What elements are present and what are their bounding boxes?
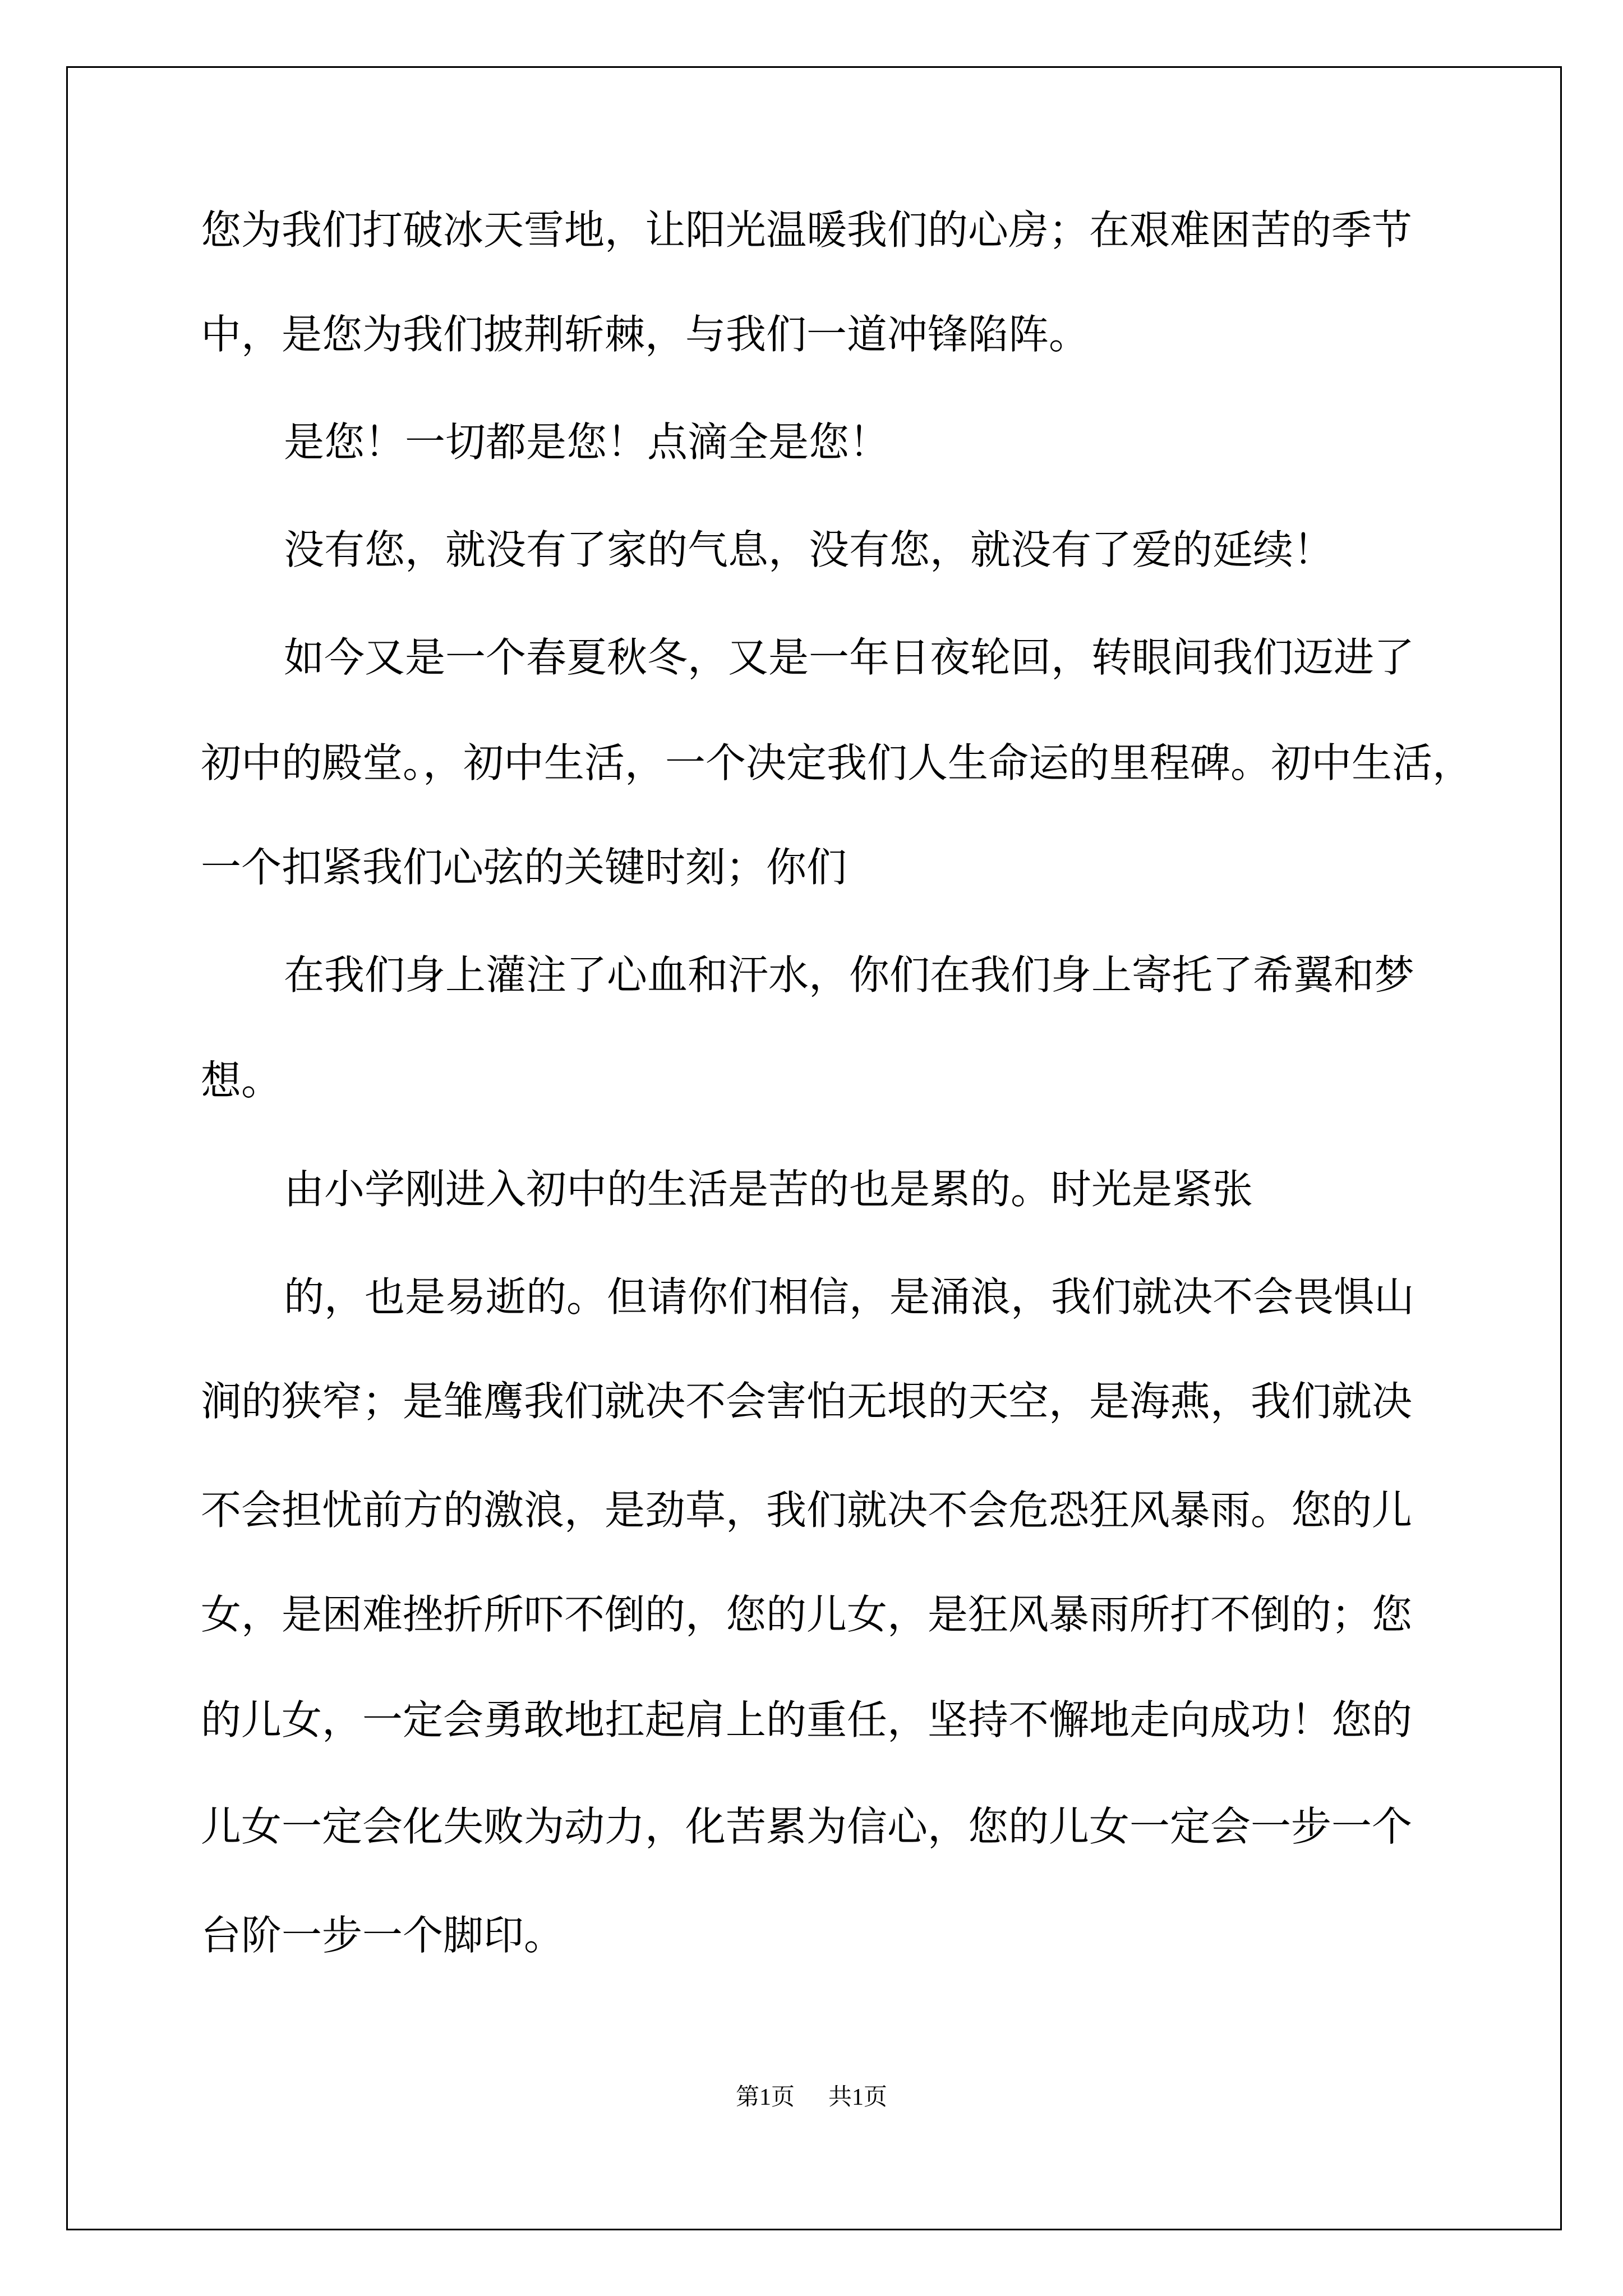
text-line: 您为我们打破冰天雪地，让阳光温暖我们的心房；在艰难困苦的季节 [201,206,1413,254]
text-line: 初中的殿堂。，初中生活，一个决定我们人生命运的里程碑。初中生活， [201,739,1473,786]
text-line: 在我们身上灌注了心血和汗水，你们在我们身上寄托了希翼和梦 [284,951,1415,999]
text-line: 中，是您为我们披荆斩棘，与我们一道冲锋陷阵。 [201,311,1090,358]
text-line: 由小学刚进入初中的生活是苦的也是累的。时光是紧张 [284,1166,1253,1213]
text-line: 台阶一步一个脚印。 [201,1912,565,1959]
text-line: 女，是困难挫折所吓不倒的，您的儿女，是狂风暴雨所打不倒的；您 [201,1591,1413,1638]
page-number: 第1页 [735,2085,795,2110]
page-total: 共1页 [828,2085,888,2110]
text-line: 如今又是一个春夏秋冬，又是一年日夜轮回，转眼间我们迈进了 [284,634,1415,681]
text-line: 涧的狭窄；是雏鹰我们就决不会害怕无垠的天空，是海燕，我们就决 [201,1378,1413,1425]
text-line: 的儿女，一定会勇敢地扛起肩上的重任，坚持不懈地走向成功！您的 [201,1696,1413,1743]
text-line: 儿女一定会化失败为动力，化苦累为信心，您的儿女一定会一步一个 [201,1803,1413,1850]
text-line: 不会担忧前方的激浪，是劲草，我们就决不会危恐狂风暴雨。您的儿 [201,1487,1413,1534]
text-line: 的，也是易逝的。但请你们相信，是涌浪，我们就决不会畏惧山 [284,1273,1415,1320]
text-line: 是您！一切都是您！点滴全是您！ [284,418,890,466]
text-line: 一个扣紧我们心弦的关键时刻；你们 [201,844,847,891]
page-footer [0,2078,1623,2112]
text-line: 想。 [201,1057,282,1104]
text-line: 没有您，就没有了家的气息，没有您，就没有了爱的延续！ [284,526,1334,573]
